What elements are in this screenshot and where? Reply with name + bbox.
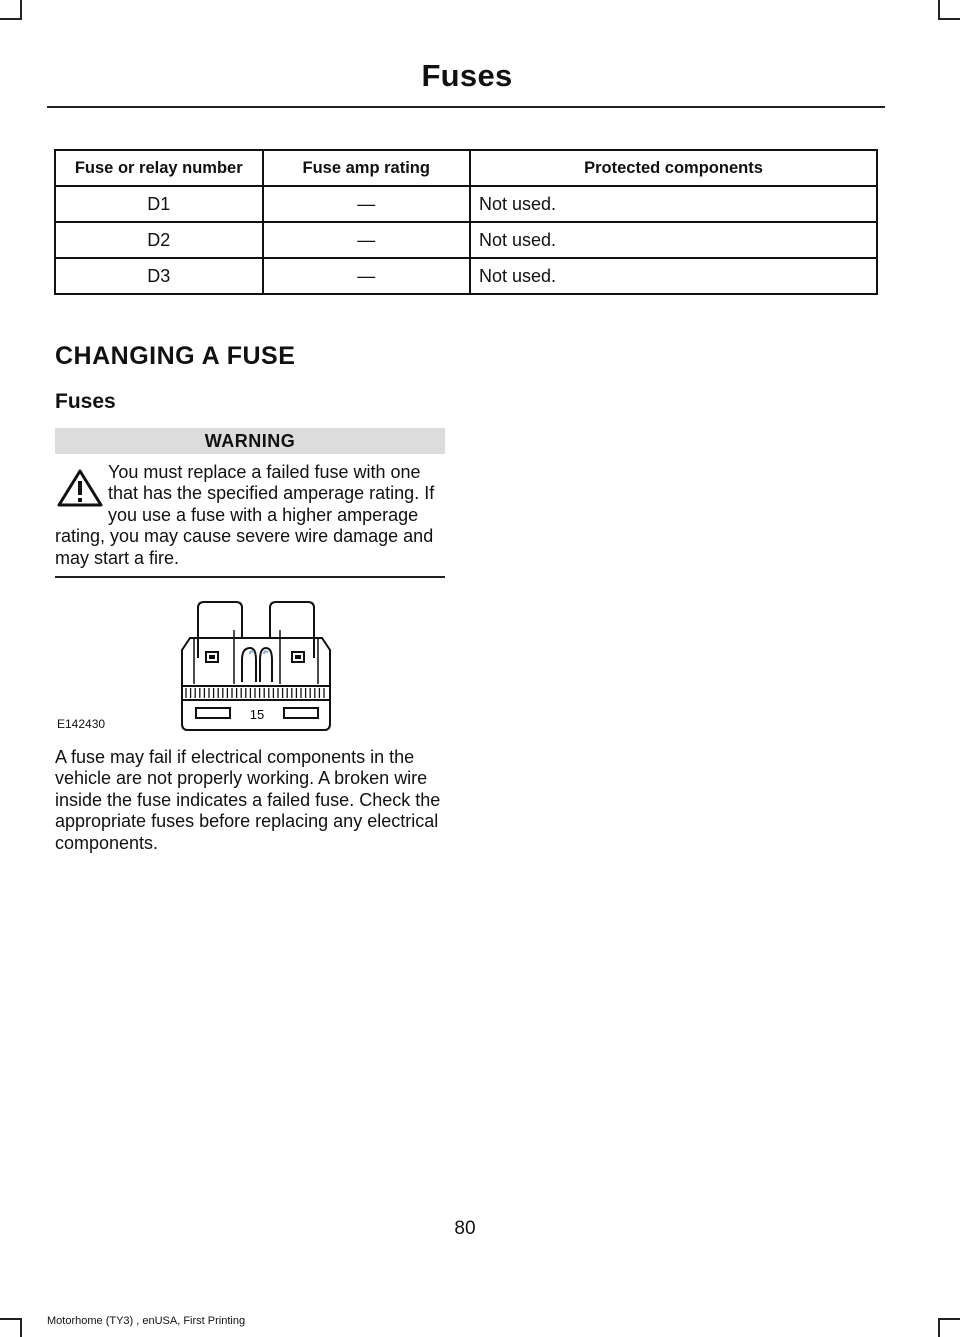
table-row	[55, 258, 877, 294]
warning-divider	[55, 576, 445, 578]
fuse-number-cell: D1	[55, 186, 263, 222]
amp-rating-cell: —	[263, 222, 470, 258]
column-header: Fuse or relay number	[55, 150, 263, 186]
crop-mark	[20, 0, 22, 19]
page-title: Fuses	[421, 58, 513, 93]
crop-mark	[20, 1318, 22, 1337]
crop-mark	[0, 1318, 22, 1320]
body-paragraph: A fuse may fail if electrical components in the vehicle are not properly working. A broken wire inside the fuse indicates a failed fuse. Check the appropriate fuses before replacing any electrical components.	[55, 747, 441, 853]
protected-components-cell: Not used.	[470, 186, 877, 222]
table-header-row	[55, 150, 877, 186]
amp-rating-cell: —	[263, 186, 470, 222]
column-header: Fuse amp rating	[263, 150, 470, 186]
warning-text-block	[55, 462, 447, 569]
table-row	[55, 186, 877, 222]
column-header: Protected components	[470, 150, 877, 186]
fuse-number-cell: D3	[55, 258, 263, 294]
crop-mark	[938, 0, 940, 19]
fuse-number-cell: D2	[55, 222, 263, 258]
protected-components-cell: Not used.	[470, 258, 877, 294]
protected-components-cell: Not used.	[470, 222, 877, 258]
crop-mark	[938, 18, 960, 20]
crop-mark	[938, 1318, 940, 1337]
crop-mark	[938, 1318, 960, 1320]
table-row	[55, 222, 877, 258]
title-divider	[47, 106, 885, 108]
warning-label: WARNING	[55, 428, 445, 454]
publication-footer: Motorhome (TY3) , enUSA, First Printing	[47, 1315, 246, 1327]
fuse-table	[54, 149, 878, 295]
warning-text: You must replace a failed fuse with one that has the specified amperage rating. If you use a fuse with a higher amperage rating, you may cause severe wire damage and may start a fire.	[55, 462, 435, 568]
fuse-illustration	[176, 600, 336, 732]
amp-rating-cell: —	[263, 258, 470, 294]
section-heading: CHANGING A FUSE	[55, 342, 296, 370]
figure-code: E142430	[57, 717, 106, 731]
crop-mark	[0, 18, 22, 20]
subsection-heading: Fuses	[55, 390, 116, 413]
page-number: 80	[454, 1218, 476, 1239]
fuse-rating-label: 15	[249, 707, 265, 722]
